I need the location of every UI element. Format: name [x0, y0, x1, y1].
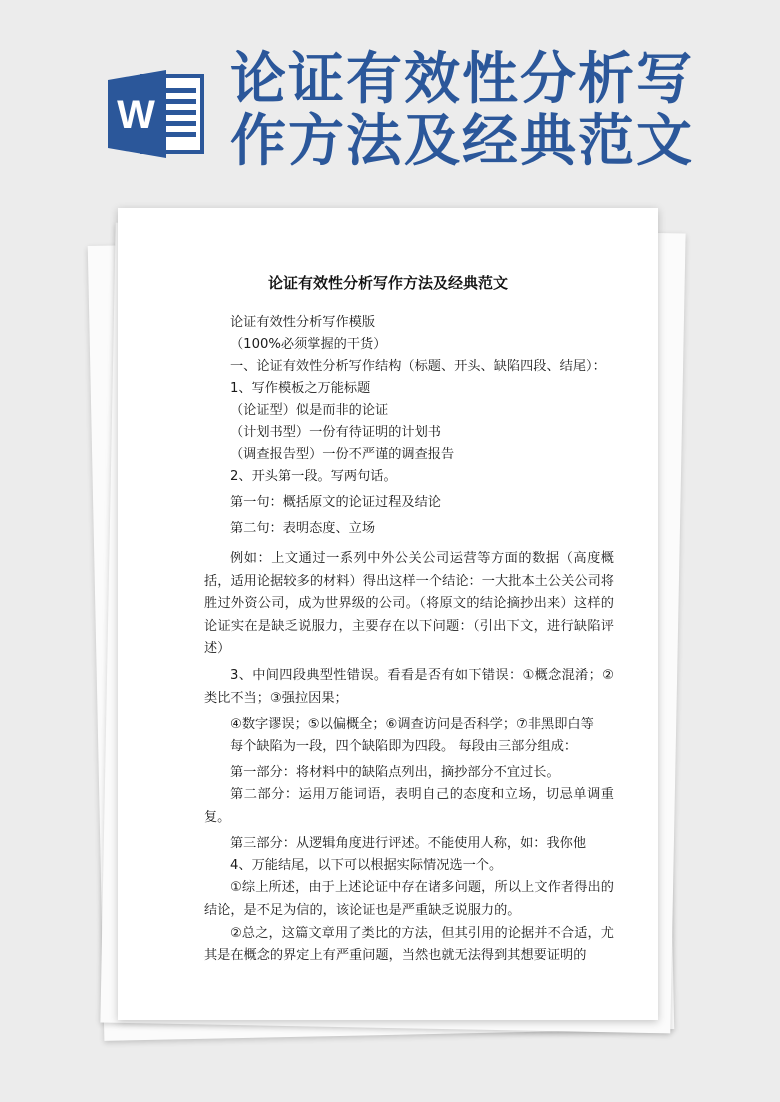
text-line: 第一句：概括原文的论证过程及结论 [230, 495, 441, 510]
section3-paragraph: 3、中间四段典型性错误。看看是否有如下错误：①概念混淆；②类比不当；③强拉因果； [204, 667, 614, 706]
title-line-2: 作方法及经典范文 [230, 108, 694, 174]
document-title: 论证有效性分析写作方法及经典范文 [267, 274, 508, 292]
text-line: 一、论证有效性分析写作结构（标题、开头、缺陷四段、结尾）： [230, 359, 606, 374]
text-line: 1、写作模板之万能标题 [230, 381, 371, 396]
example-paragraph: 例如：上文通过一系列中外公关公司运营等方面的数据（高度概括，适用论据较多的材料）得出这样一个结论：一大批本土公关公司将胜过外资公司，成为世界级的公司。（将原文的结论摘抄出来）这样的论证实在是缺乏说服力，主要存在以下问题：（引出下文，进行缺陷评述） [204, 551, 614, 657]
text-line: （100%必须掌握的干货） [230, 337, 387, 352]
header [0, 0, 780, 200]
title-line-1: 论证有效性分析写 [230, 46, 694, 112]
text-line: 第一部分：将材料中的缺陷点列出，摘抄部分不宜过长。 [230, 765, 560, 781]
text-line: （调查报告型）一份不严谨的调查报告 [230, 447, 455, 462]
part2-paragraph: 第二部分：运用万能词语，表明自己的态度和立场，切忌单调重复。 [204, 787, 614, 825]
text-line: （计划书型）一份有待证明的计划书 [230, 425, 441, 440]
text-line: 第三部分：从逻辑角度进行评述。不能使用人称，如：我你他 [230, 836, 587, 852]
text-line: 4、万能结尾，以下可以根据实际情况选一个。 [230, 858, 503, 874]
text-line: 第二句：表明态度、立场 [230, 521, 376, 536]
text-line: ④数字谬误；⑤以偏概全；⑥调查访问是否科学；⑦非黑即白等 [230, 717, 594, 733]
text-line: 2、开头第一段。写两句话。 [230, 469, 397, 484]
svg-text:W: W [117, 93, 155, 137]
document-body [204, 312, 614, 968]
text-line: 论证有效性分析写作模版 [230, 315, 376, 330]
page-title [230, 48, 770, 172]
ending-paragraph-1: ①综上所述，由于上述论证中存在诸多问题，所以上文作者得出的结论，是不足为信的，该论证也是严重缺乏说服力的。 [204, 880, 614, 918]
word-document-icon [108, 68, 208, 160]
ending-paragraph-2: ②总之，这篇文章用了类比的方法，但其引用的论据并不合适，尤其是在概念的界定上有严重问题，当然也就无法得到其想要证明的 [204, 925, 614, 964]
text-line: 每个缺陷为一段，四个缺陷即为四段。 每段由三部分组成： [230, 739, 578, 755]
text-line: （论证型）似是而非的论证 [230, 403, 389, 418]
document-page [118, 208, 658, 1020]
